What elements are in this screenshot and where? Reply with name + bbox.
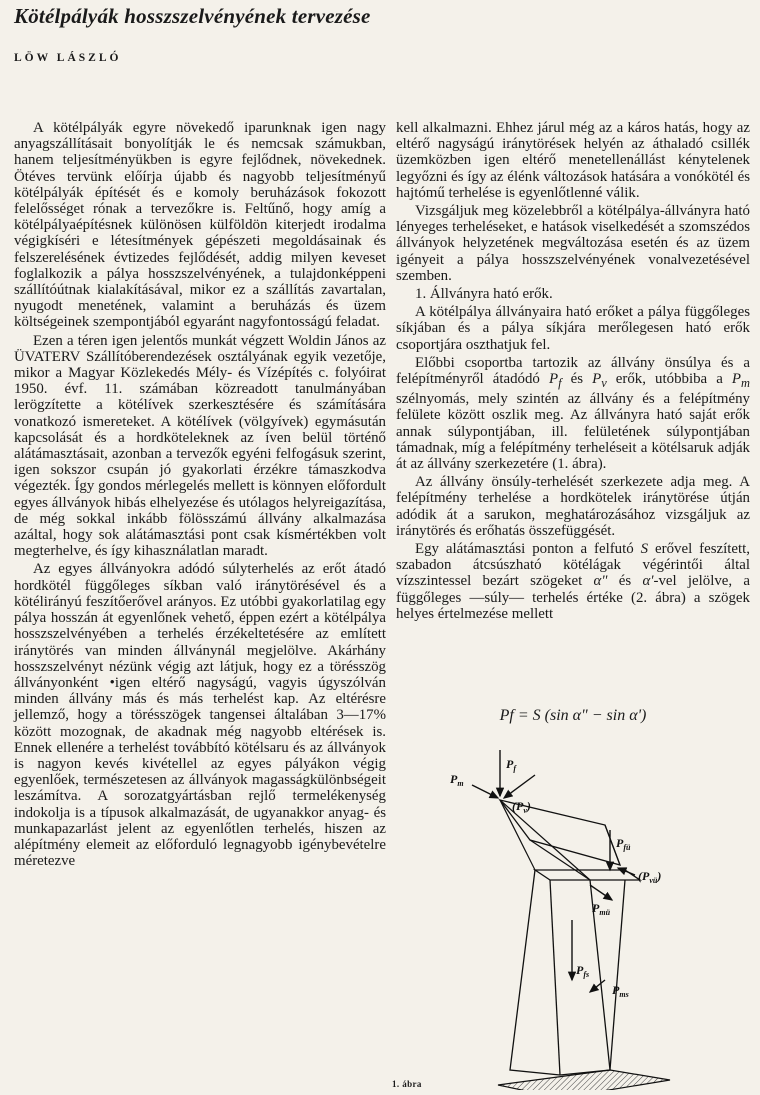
paragraph: A kötélpálya állványaira ható erőket a pálya függőleges síkjában és a pálya síkjára merőlegesen ható erők csoportjára oszthatjuk fel.	[396, 304, 750, 353]
figure-tower-diagram	[440, 730, 750, 1090]
label-pms: $P_{ms}$	[612, 983, 629, 999]
tower-diagram	[440, 730, 750, 1090]
label-pfu: $P_{fü}$	[616, 836, 631, 852]
label-pf: $P_f$	[506, 757, 517, 773]
label-pvu: $(P_{vü})$	[638, 869, 662, 885]
article-title: Kötélpályák hosszszelvényének tervezése	[14, 4, 371, 28]
paragraph: Egy alátámasztási ponton a felfutó S erővel feszített, szabadon átcsúszható kötélágak végérintői által vízszintessel bezárt szögeket α" és α'-vel jelölve, a függőleges —súly— terhelés értéke (2. ábra) a szögek helyes értelmezése mellett	[396, 541, 750, 622]
label-pv: $(P_v)$	[512, 799, 531, 815]
formula: Pf = S (sin α" − sin α')	[499, 707, 647, 724]
paragraph-continuation: kell alkalmazni. Ehhez járul még az a káros hatás, hogy az eltérő nagyságú iránytörések helyén az áthaladó csillék üzemközben igen eltérő menetellenállást kénytelenek legyőzni és így az élénk változások hatására a vonókötél és hajtómű terhelése is egyenlőtlenné válik.	[396, 120, 750, 201]
paragraph: Az egyes állványokra adódó súlyterhelés az erőt átadó hordkötél függőleges síkban való iránytörésével és a kötélirányú feszítőerővel arányos. Ez utóbbi gyakorlatilag egy pálya hosszán át egyenlőnek vehető, éppen ezért a kötélpálya hosszszelvényében a terhelés érzékeltetésére az említett iránytörés van minden állványnál megjelölve. Akárhány hosszszelvényt nézünk végig azt látjuk, hogy ez a törésszög állványonként •igen eltérő nagyságú, vagyis úgyszólván minden állvány más és más terhelést kap. Az eltérésre jellemző, hogy a törésszögek tangensei általában 3—17% között mozognak, de akadnak még nagyobb eltérések is. Ennek ellenére a terhelést továbbító kötélsaru és az állványok is nagyon kevés kivétellel az egyes pályákon végig egyenlőek, természetesen az állványok magasságkülönbségeit leszámítva. A sorozatgyártásban rejlő termelékenység indokolja is a típusok alkalmazását, de ugyanakkor anyag- és munkapazarlást jelent az egyenlőtlen terhelés, hiszen az alépítmény elemeit az előforduló legnagyobb igénybevételre méretezve	[14, 561, 386, 870]
section-heading: 1. Állványra ható erők.	[415, 286, 553, 303]
figure-caption: 1. ábra	[392, 1079, 422, 1089]
paragraph: Az állvány önsúly-terhelését szerkezete adja meg. A felépítmény terhelése a hordkötelek iránytörése útján adódik át a sarukon, meghatározásához vizsgáljuk az iránytörés és erőhatás összefüggését.	[396, 474, 750, 539]
left-column	[14, 120, 386, 869]
author-name: LÖW LÁSZLÓ	[14, 52, 122, 64]
label-pm: $P_m$	[450, 772, 464, 788]
label-pmu: $P_{mü}$	[592, 901, 611, 917]
paragraph: Ezen a téren igen jelentős munkát végzett Woldin János az ÜVATERV Szállítóberendezések osztályának egyik vezetője, mikor a Magyar Közlekedés Mély- és Vízépítés c. folyóirat 1950. évf. 11. számában közreadott tanulmányában lerögzítette a kötélívek szerkesztésére és számítására vonatkozó ismereteket. A kötélívek (völgyívek) egymásután kapcsolását és a hordköteleknek az íven belül történő alátámasztásait, azonban a tervezők egyéni felfogásuk szerint, igen sokszor csupán jó gyakorlati érzékre támaszkodva végezték. Így gondos mérlegelés mellett is könnyen előfordult egyes állványok hibás elhelyezése és utólagos helyreigazítása, de még sokkal inkább fölösszámú állvány alkalmazása azáltal, hogy sok alátámasztási pont csak kísmértékben volt megterhelve, és így kihasználatlan maradt.	[14, 332, 386, 560]
paragraph: A kötélpályák egyre növekedő iparunknak igen nagy anyagszállításait bonyolítják le és nemcsak számukban, hanem teljesítményükben is egyre fejlődnek, növekednek. Ötéves tervünk előírja újabb és nagyobb teljesítményű kötélpályák építését és e komoly beruházások fokozott felelősséget rónak a tervezőkre is. Feltűnő, hogy amíg a kötélpályaépítésnek különösen külföldön kiterjedt irodalma végigkíséri e létesítmények gépészeti megoldásainak és felszerelésének évtizedes fejlődését, addig milyen keveset foglalkozik a pálya hosszszelvényének, a tulajdonképpeni szállítóútnak kialakításával, mikor ez a szállítás zavartalan, nyugodt menetének, valamint a beruházás és üzem költségeinek szempontjából egyaránt nagyfontosságú feladat.	[14, 120, 386, 331]
label-pfs: $P_{fs}$	[576, 963, 590, 979]
paragraph: Előbbi csoportba tartozik az állvány önsúlya és a felépítményről átadódó $P_f$ és $P_v$ erők, utóbbiba a $P_m$ szélnyomás, mely szintén az állvány és a felépítmény felülete között oszlik meg. Az állványra ható saját erők annak súlypontjában, ill. felületének súlypontjában támadnak, míg a felépítmény terheléseit a kötélsaruk adják át az állvány szerkezetére (1. ábra).	[396, 354, 750, 473]
right-column	[396, 120, 750, 622]
paragraph: Vizsgáljuk meg közelebbről a kötélpálya-állványra ható lényeges terheléseket, e hatások viselkedését a szomszédos állványok helyzetének megváltozása esetén és az üzem igényeit a pálya hosszszelvényének vonalvezetésével szemben.	[396, 203, 750, 284]
